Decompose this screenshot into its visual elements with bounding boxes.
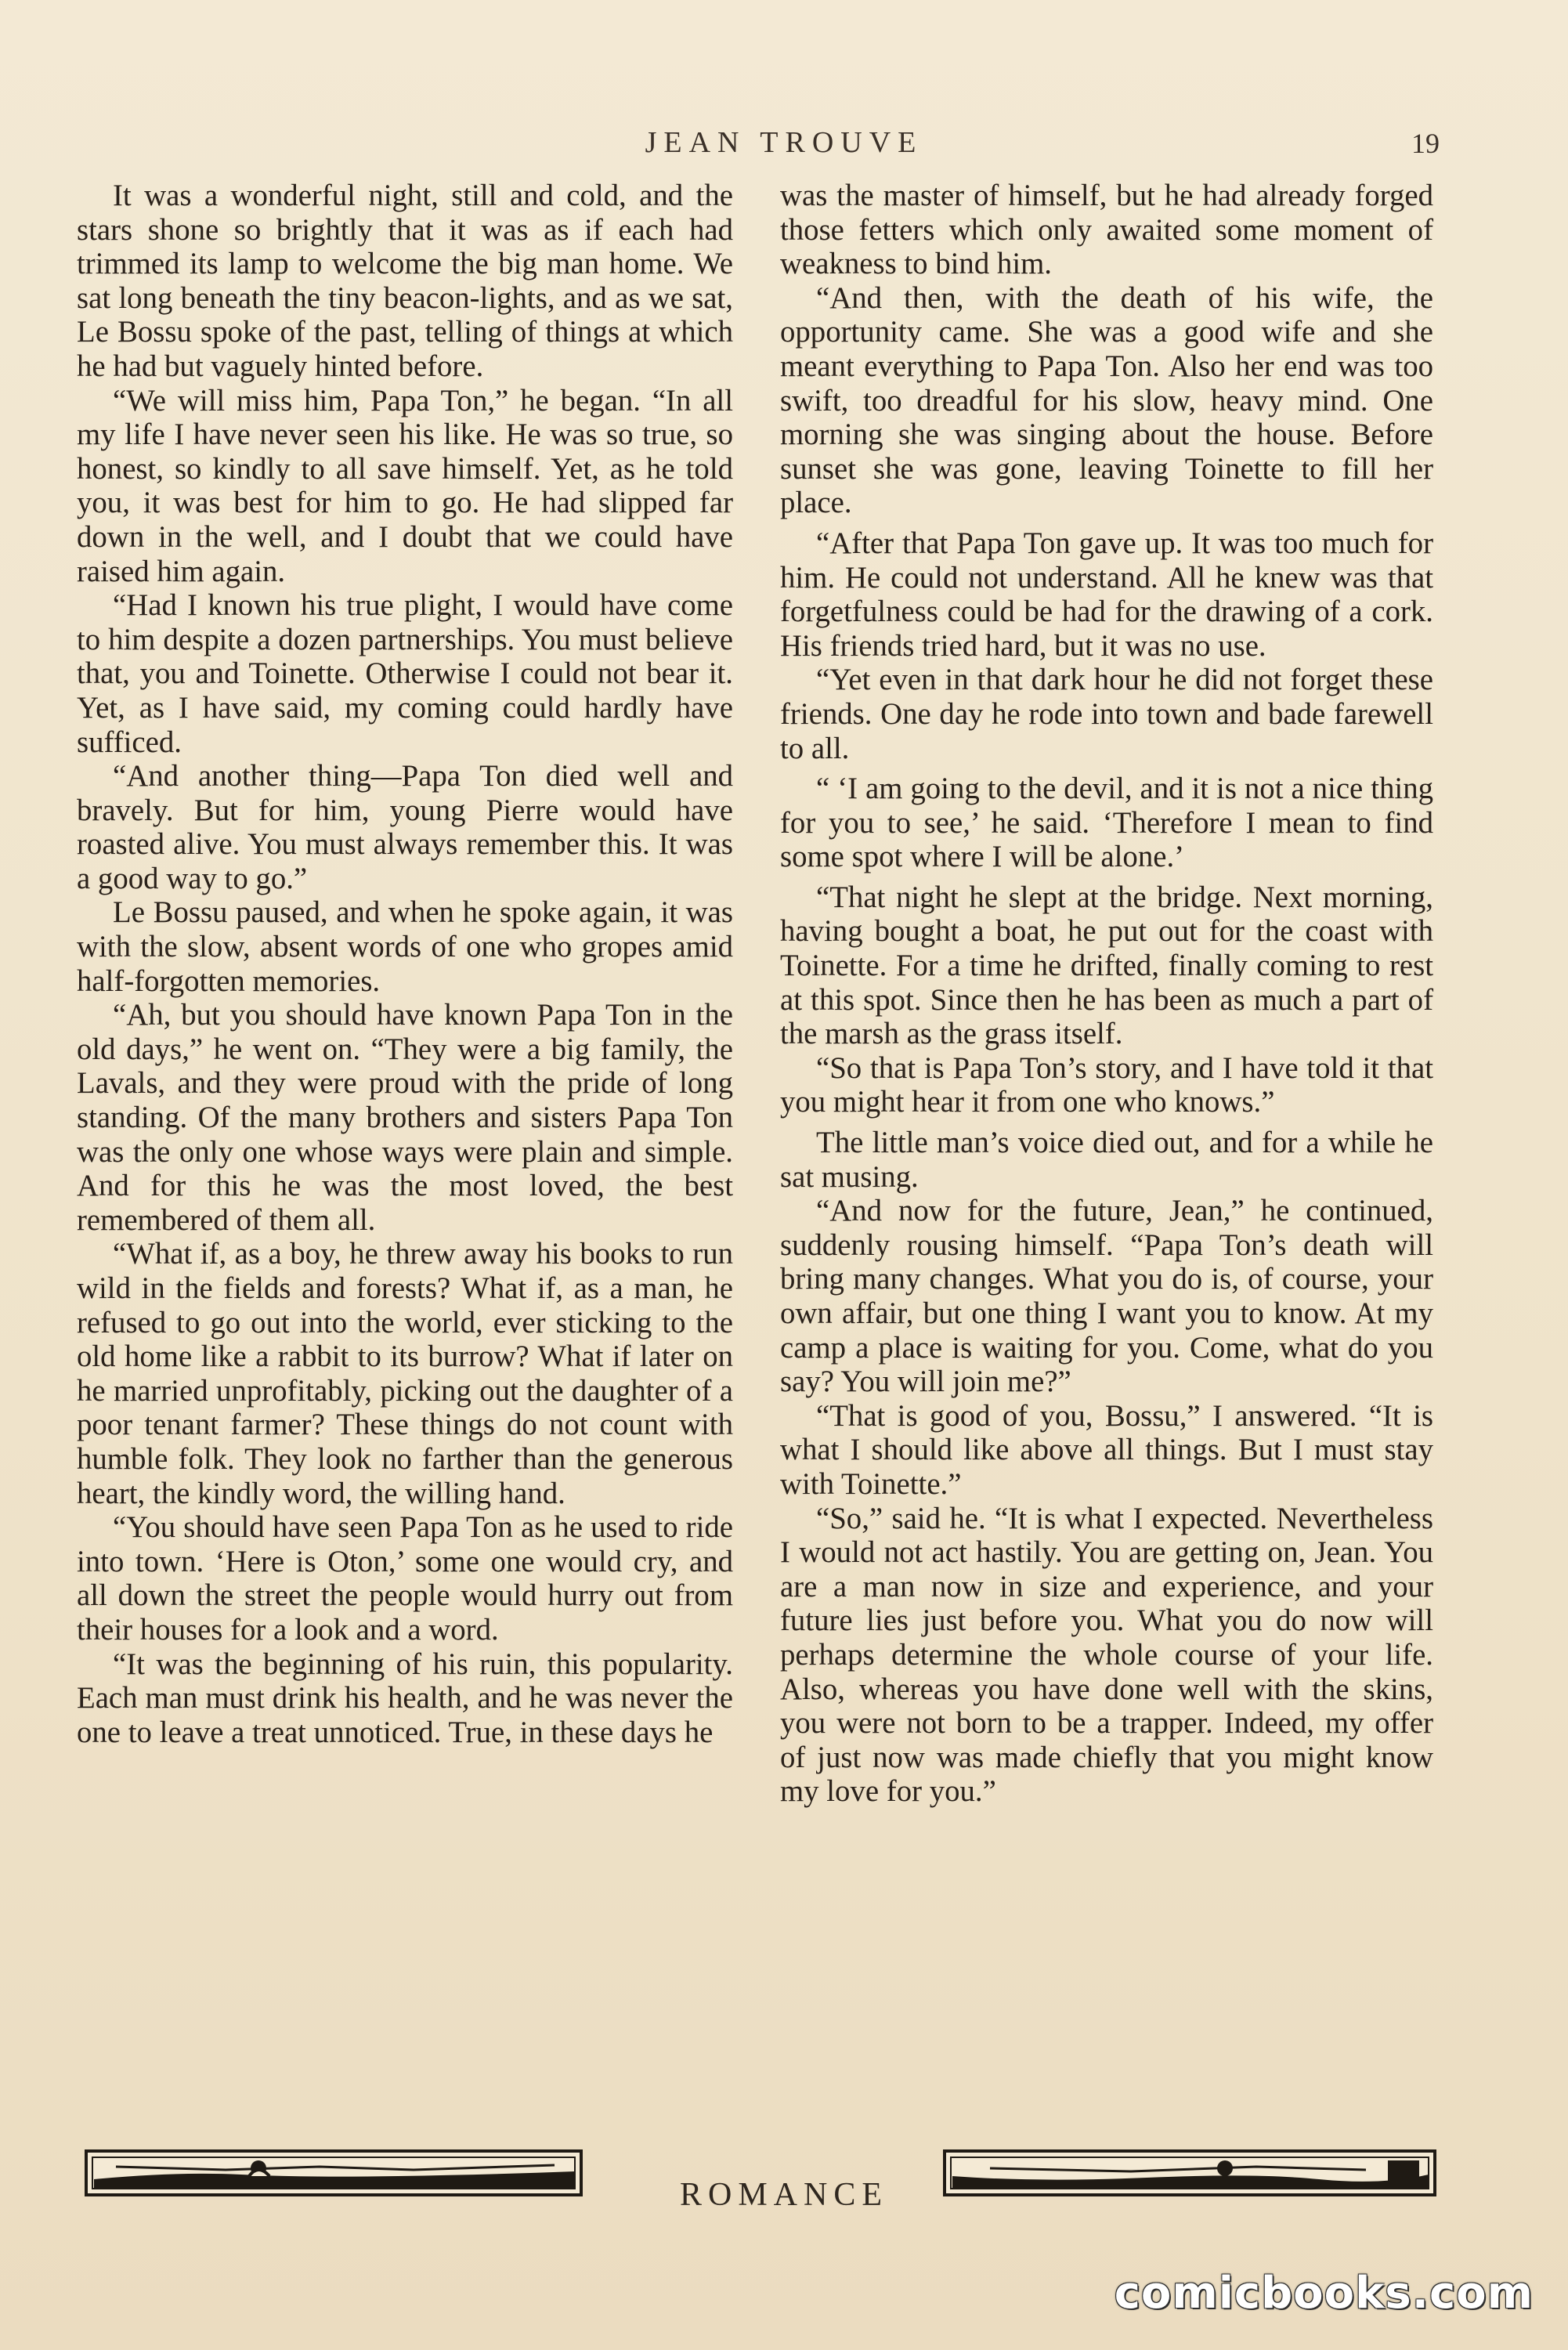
left-text-column xyxy=(77,179,733,1749)
paragraph: “You should have seen Papa Ton as he used to ride into town. ‘Here is Oton,’ some one would cry, and all down the street the people would hurry out from their houses for a look and a word. xyxy=(77,1510,733,1647)
paragraph: “It was the beginning of his ruin, this popularity. Each man must drink his health, and he was never the one to leave a treat unnoticed. True, in these days he xyxy=(77,1647,733,1749)
paragraph: “So that is Papa Ton’s story, and I have told it that you might hear it from one who knows.” xyxy=(780,1050,1433,1119)
magazine-title: ROMANCE xyxy=(679,2177,889,2213)
paragraph: “Ah, but you should have known Papa Ton in the old days,” he went on. “They were a big family, the Lavals, and they were proud with the pride of long standing. Of the many brothers and sisters Papa Ton was the only one whose ways were plain and simple. And for this he was the most loved, the best remembered of them all. xyxy=(77,998,733,1237)
paragraph: “ ‘I am going to the devil, and it is not a nice thing for you to see,’ he said. ‘Therefore I mean to find some spot where I will be alone.’ xyxy=(780,772,1433,874)
page-number: 19 xyxy=(1411,128,1440,159)
paragraph: “And now for the future, Jean,” he continued, suddenly rousing himself. “Papa Ton’s death will bring many changes. What you do is, of course, your own affair, but one thing I want you to know. At my camp a place is waiting for you. Come, what do you say? You will join me?” xyxy=(780,1194,1433,1399)
paragraph: “After that Papa Ton gave up. It was too much for him. He could not understand. All he knew was that forgetfulness could be had for the drawing of a cork. His friends tried hard, but it was no use. xyxy=(780,526,1433,663)
running-title: JEAN TROUVE xyxy=(645,126,923,159)
paragraph: “That night he slept at the bridge. Next morning, having bought a boat, he put out for the coast with Toinette. For a time he drifted, finally coming to rest at this spot. Since then he has been as much a part of the marsh as the grass itself. xyxy=(780,880,1433,1051)
paragraph: “And another thing—Papa Ton died well and bravely. But for him, young Pierre would have roasted alive. You must always remember this. It was a good way to go.” xyxy=(77,759,733,895)
paragraph: “Yet even in that dark hour he did not forget these friends. One day he rode into town and bade farewell to all. xyxy=(780,663,1433,765)
paragraph: It was a wonderful night, still and cold, and the stars shone so brightly that it was as if each had trimmed its lamp to welcome the big man home. We sat long beneath the tiny beacon-lights, and as we sat, Le Bossu spoke of the past, telling of things at which he had but vaguely hinted before. xyxy=(77,179,733,383)
right-text-column xyxy=(780,179,1433,1809)
paragraph: “We will miss him, Papa Ton,” he began. “In all my life I have never seen his like. He was so true, so honest, so kindly to all save himself. Yet, as he told you, it was best for him to go. He had slipped far down in the well, and I doubt that we could have raised him again. xyxy=(77,383,733,588)
paragraph: “So,” said he. “It is what I expected. Nevertheless I would not act hastily. You are getting on, Jean. You are a man now in size and experience, and your future lies just before you. What you do now will perhaps determine the whole course of your life. Also, whereas you have done well with the skins, you were not born to be a trapper. Indeed, my offer of just now was made chiefly that you might know my love for you.” xyxy=(780,1501,1433,1809)
paragraph: “What if, as a boy, he threw away his books to run wild in the fields and forests? What if, as a man, he refused to go out into the world, ever sticking to the old home like a rabbit to its burrow? What if later on he married unprofitably, picking out the daughter of a poor tenant farmer? These things do not count with humble folk. They look no farther than the generous heart, the kindly word, the willing hand. xyxy=(77,1237,733,1510)
paragraph: “That is good of you, Bossu,” I answered. “It is what I should like above all things. But I must stay with Toinette.” xyxy=(780,1398,1433,1501)
paragraph: The little man’s voice died out, and for a while he sat musing. xyxy=(780,1126,1433,1194)
paragraph: “Had I known his true plight, I would have come to him despite a dozen partnerships. You must believe that, you and Toinette. Otherwise I could not bear it. Yet, as I have said, my coming could hardly have sufficed. xyxy=(77,588,733,759)
paragraph: “And then, with the death of his wife, the opportunity came. She was a good wife and she meant everything to Papa Ton. Also her end was too swift, too dreadful for his slow, heavy mind. One morning she was singing about the house. Before sunset she was gone, leaving Toinette to fill her place. xyxy=(780,280,1433,520)
paragraph: Le Bossu paused, and when he spoke again, it was with the slow, absent words of one who gropes amid half-forgotten memories. xyxy=(77,895,733,998)
watermark: comicbooks.com xyxy=(1114,2268,1534,2319)
paragraph: was the master of himself, but he had already forged those fetters which only awaited some moment of weakness to bind him. xyxy=(780,179,1433,281)
